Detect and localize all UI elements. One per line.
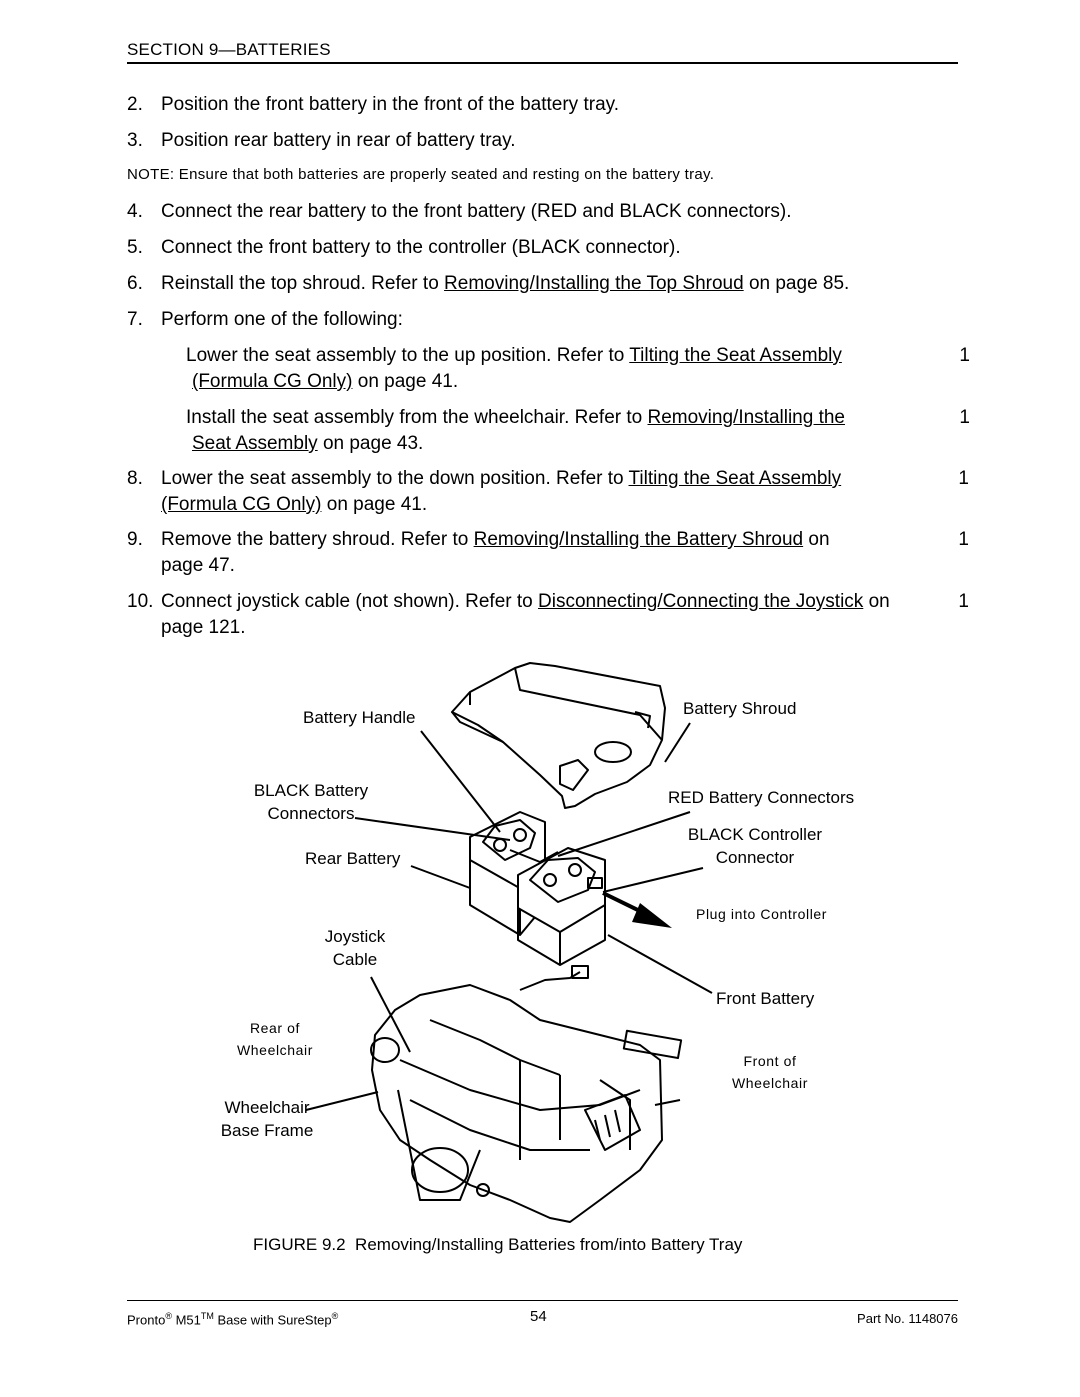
link-removing-installing[interactable]: Removing/Installing the [647,407,845,428]
figure-title: Removing/Installing Batteries from/into Battery Tray [355,1235,743,1254]
step-number: 3. [127,130,143,151]
link-tilting-seat[interactable]: Tilting the Seat Assembly [628,468,842,489]
label-black-battery-connectors: BLACK Battery Connectors [253,781,369,823]
label-red-battery-connectors: RED Battery Connectors [668,788,855,807]
section-header: SECTION 9—BATTERIES [127,40,331,59]
step-text: Reinstall the top shroud. Refer to [161,273,445,294]
link-formula-cg[interactable]: (Formula CG Only) [192,371,353,392]
revision-mark: 1 [958,529,969,550]
revision-mark: 1 [958,591,969,612]
step-text: Perform one of the following: [161,309,403,330]
leader-red-connectors [558,812,690,856]
step-number: 6. [127,273,143,294]
step-number: 4. [127,201,143,222]
step-text-on: on [863,591,890,612]
step-text-page: page 121. [161,617,246,638]
link-battery-shroud[interactable]: Removing/Installing the Battery Shroud [473,529,804,550]
note: NOTE: Ensure that both batteries are properly seated and resting on the battery tray. [127,166,715,183]
leader-rear-battery [411,866,470,888]
step-number: 8. [127,468,143,489]
figure-caption [253,1235,742,1255]
battery-shroud-drawing [452,663,665,808]
revision-mark: 1 [959,345,970,366]
label-battery-shroud: Battery Shroud [683,699,797,718]
base-frame-drawing [371,985,681,1222]
step-text: Connect the rear battery to the front battery (RED and BLACK connectors). [161,201,792,222]
step-text-page: on page 85. [743,273,850,294]
step-text-page: page 47. [161,555,235,576]
header-rule [127,62,958,64]
leader-black-controller [603,868,703,892]
label-rear-of-wheelchair: Rear of Wheelchair [236,1020,314,1058]
label-wheelchair-base-frame: Wheelchair Base Frame [220,1098,314,1140]
step-text: Remove the battery shroud. Refer to [161,529,474,550]
option-text: Lower the seat assembly to the up position. Refer to [186,345,630,366]
step-text-on: on [803,529,830,550]
label-rear-battery: Rear Battery [305,849,401,868]
step-7-option-b [186,405,968,457]
footer-product: Pronto® M51™ Base with SureStep® [127,1311,339,1328]
page-number: 54 [530,1308,547,1325]
step-text: Position rear battery in rear of battery tray. [161,130,516,151]
leader-battery-handle [421,731,500,832]
option-text-page: on page 43. [317,433,424,454]
revision-mark: 1 [958,468,969,489]
link-tilting-seat[interactable]: Tilting the Seat Assembly [629,345,842,366]
leader-front-battery [608,935,712,993]
step-7-option-a [186,343,968,395]
figure-number: FIGURE 9.2 [253,1235,346,1254]
step-number: 2. [127,94,143,115]
label-front-of-wheelchair: Front of Wheelchair [731,1053,809,1091]
step-text: Connect the front battery to the controller (BLACK connector). [161,237,681,258]
step-number: 9. [127,529,143,550]
link-formula-cg[interactable]: (Formula CG Only) [161,494,322,515]
footer-rule [127,1300,958,1301]
step-number: 7. [127,309,143,330]
leader-battery-shroud [665,723,690,762]
option-text: Install the seat assembly from the wheelchair. Refer to [186,407,648,428]
link-seat-assembly[interactable]: Seat Assembly [192,433,318,454]
label-plug-into-controller: Plug into Controller [696,906,828,922]
option-text-page: on page 41. [352,371,459,392]
step-text: Connect joystick cable (not shown). Refer to [161,591,539,612]
label-joystick-cable: Joystick Cable [324,927,386,969]
link-joystick[interactable]: Disconnecting/Connecting the Joystick [538,591,864,612]
label-battery-handle: Battery Handle [303,708,416,727]
plug-arrow-icon [603,893,672,928]
step-number: 10. [127,591,154,612]
part-number: Part No. 1148076 [857,1311,958,1326]
label-front-battery: Front Battery [716,989,815,1008]
revision-mark: 1 [959,407,970,428]
step-text: Lower the seat assembly to the down position. Refer to [161,468,629,489]
step-text: Position the front battery in the front of the battery tray. [161,94,620,115]
battery-tray-illustration [0,650,1080,1230]
link-top-shroud[interactable]: Removing/Installing the Top Shroud [444,273,744,294]
step-text-page: on page 41. [321,494,428,515]
label-black-controller-connector: BLACK Controller Connector [687,825,823,867]
step-number: 5. [127,237,143,258]
